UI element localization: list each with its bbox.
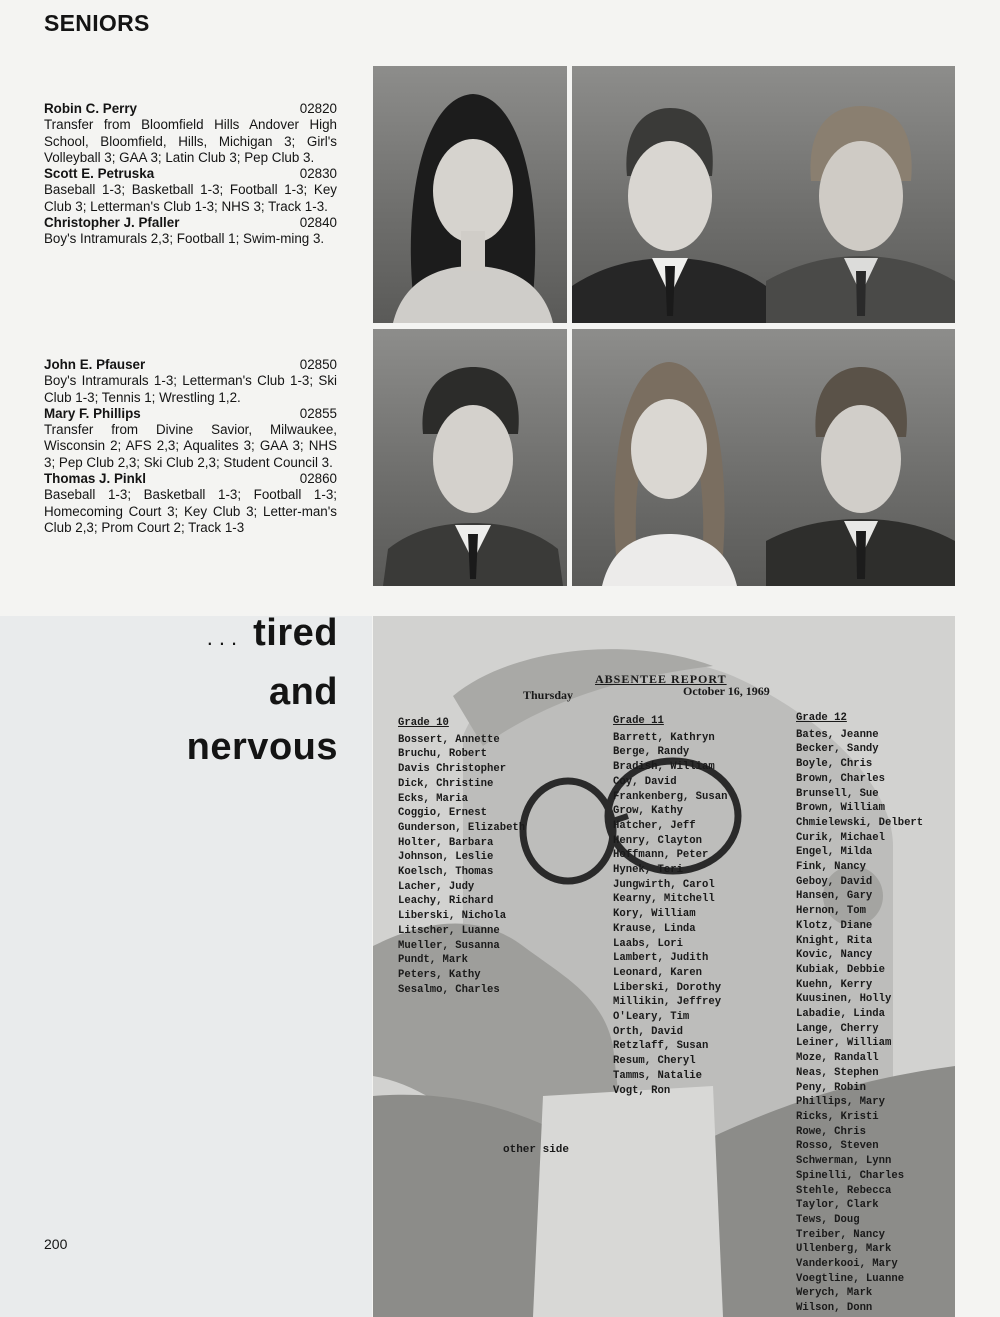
tagline bbox=[187, 606, 338, 775]
senior-bio bbox=[44, 166, 337, 215]
absentee-name: Lacher, Judy bbox=[398, 880, 475, 893]
absentee-name: Leachy, Richard bbox=[398, 895, 494, 908]
absentee-name: Tamms, Natalie bbox=[613, 1069, 703, 1082]
absentee-name: Henry, Clayton bbox=[613, 834, 703, 847]
absentee-name: Vogt, Ron bbox=[613, 1084, 671, 1097]
senior-activities: Baseball 1-3; Basketball 1-3; Football 1-3; Homecoming Court 3; Key Club 3; Letter-man's Club 2,3; Prom Court 2; Track 1-3 bbox=[44, 487, 337, 535]
absentee-name: Fink, Nancy bbox=[796, 861, 866, 874]
absentee-name: Engel, Milda bbox=[796, 846, 873, 859]
section-title: SENIORS bbox=[44, 10, 150, 36]
absentee-name: Liberski, Nichola bbox=[398, 910, 507, 923]
grade-12-heading: Grade 12 bbox=[796, 712, 847, 724]
senior-bio bbox=[44, 215, 337, 248]
feature-photo-absentee-report bbox=[373, 616, 955, 1317]
senior-activities: Transfer from Bloomfield Hills Andover High School, Bloomfield, Hills, Michigan 3; Girl's Volleyball 3; GAA 3; Latin Club 3; Pep Club 3. bbox=[44, 117, 337, 165]
senior-number: 02860 bbox=[299, 471, 337, 487]
senior-bios-bottom bbox=[44, 357, 337, 536]
absentee-name: Jungwirth, Carol bbox=[613, 878, 715, 891]
absentee-report-sheet bbox=[373, 616, 955, 1317]
grade-12-column bbox=[796, 711, 923, 1316]
portrait-photo-christopher-pfaller bbox=[766, 66, 955, 323]
grade-11-column bbox=[613, 714, 727, 1098]
absentee-name: Ecks, Maria bbox=[398, 792, 468, 805]
absentee-name: Leonard, Karen bbox=[613, 966, 703, 979]
senior-number: 02840 bbox=[299, 215, 337, 231]
absentee-name: Liberski, Dorothy bbox=[613, 981, 722, 994]
absentee-name: Kovic, Nancy bbox=[796, 949, 873, 962]
absentee-name: Knight, Rita bbox=[796, 934, 873, 947]
senior-number: 02855 bbox=[299, 405, 337, 421]
grade-10-heading: Grade 10 bbox=[398, 717, 449, 729]
senior-activities: Boy's Intramurals 1-3; Letterman's Club 1-3; Ski Club 1-3; Tennis 1; Wrestling 1,2. bbox=[44, 373, 337, 405]
absentee-name: Wilson, Donn bbox=[796, 1302, 873, 1315]
senior-name: Thomas J. Pinkl bbox=[44, 471, 146, 487]
absentee-name: Lange, Cherry bbox=[796, 1022, 879, 1035]
portrait-photo-john-pfauser bbox=[373, 329, 567, 586]
absentee-name: Hernon, Tom bbox=[796, 905, 866, 918]
senior-bio bbox=[44, 471, 337, 536]
absentee-name: Frankenberg, Susan bbox=[613, 790, 728, 803]
report-footer-note: other side bbox=[503, 1144, 570, 1156]
absentee-name: Lambert, Judith bbox=[613, 952, 709, 965]
senior-activities: Transfer from Divine Savior, Milwaukee, Wisconsin 2; AFS 2,3; Aqualites 3; GAA 3; NHS 3; Pep Club 2,3; Ski Club 2,3; Student Council 3. bbox=[44, 422, 337, 470]
absentee-name: Davis Christopher bbox=[398, 763, 507, 776]
absentee-name: Geboy, David bbox=[796, 875, 873, 888]
absentee-name: Stehle, Rebecca bbox=[796, 1184, 892, 1197]
absentee-name: Schwerman, Lynn bbox=[796, 1155, 892, 1168]
absentee-name: Litscher, Luanne bbox=[398, 924, 500, 937]
absentee-name: Coy, David bbox=[613, 775, 677, 788]
absentee-name: Koelsch, Thomas bbox=[398, 866, 494, 879]
absentee-name: Mueller, Susanna bbox=[398, 939, 500, 952]
absentee-name: Laabs, Lori bbox=[613, 937, 683, 950]
absentee-name: Hansen, Gary bbox=[796, 890, 873, 903]
tagline-line-3: nervous bbox=[186, 726, 338, 768]
absentee-name: Krause, Linda bbox=[613, 922, 696, 935]
absentee-name: Taylor, Clark bbox=[796, 1199, 879, 1212]
absentee-name: Peters, Kathy bbox=[398, 968, 481, 981]
senior-name: Christopher J. Pfaller bbox=[44, 215, 180, 231]
senior-name: Mary F. Phillips bbox=[44, 405, 141, 421]
senior-bio bbox=[44, 101, 337, 166]
absentee-name: Boyle, Chris bbox=[796, 758, 873, 771]
absentee-name: Kuehn, Kerry bbox=[796, 978, 873, 991]
page-number: 200 bbox=[44, 1236, 68, 1252]
absentee-name: Vanderkooi, Mary bbox=[796, 1258, 898, 1271]
absentee-name: Neas, Stephen bbox=[796, 1066, 879, 1079]
absentee-name: Kearny, Mitchell bbox=[613, 893, 715, 906]
absentee-name: Klotz, Diane bbox=[796, 919, 873, 932]
absentee-name: Gunderson, Elizabeth bbox=[398, 821, 526, 834]
tagline-line-1: ... tired bbox=[206, 612, 338, 654]
absentee-name: Sesalmo, Charles bbox=[398, 983, 500, 996]
absentee-name: Millikin, Jeffrey bbox=[613, 996, 722, 1009]
absentee-name: Kubiak, Debbie bbox=[796, 963, 886, 976]
absentee-name: Coggio, Ernest bbox=[398, 807, 488, 820]
absentee-name: Retzlaff, Susan bbox=[613, 1040, 709, 1053]
absentee-name: Bates, Jeanne bbox=[796, 728, 879, 741]
senior-name: John E. Pfauser bbox=[44, 357, 146, 372]
absentee-name: Orth, David bbox=[613, 1025, 683, 1038]
senior-number: 02850 bbox=[299, 357, 337, 372]
senior-activities: Baseball 1-3; Basketball 1-3; Football 1-3; Key Club 3; Letterman's Club 1-3; NHS 3; Track 1-3. bbox=[44, 182, 337, 214]
absentee-name: Barrett, Kathryn bbox=[613, 731, 715, 744]
absentee-name: Dick, Christine bbox=[398, 777, 494, 790]
absentee-name: Pundt, Mark bbox=[398, 954, 468, 967]
absentee-name: Becker, Sandy bbox=[796, 743, 879, 756]
absentee-name: Labadie, Linda bbox=[796, 1008, 886, 1021]
absentee-name: Holter, Barbara bbox=[398, 836, 494, 849]
portrait-photo-robin-perry bbox=[373, 66, 567, 323]
senior-number: 02820 bbox=[299, 101, 337, 116]
senior-number: 02830 bbox=[299, 166, 337, 182]
senior-activities: Boy's Intramurals 2,3; Football 1; Swim-ming 3. bbox=[44, 231, 325, 247]
absentee-name: Peny, Robin bbox=[796, 1081, 866, 1094]
absentee-name: Hynek, Teri bbox=[613, 864, 683, 877]
absentee-name: Bruchu, Robert bbox=[398, 748, 488, 761]
absentee-name: Ullenberg, Mark bbox=[796, 1243, 892, 1256]
report-day: Thursday bbox=[523, 688, 574, 702]
absentee-name: Curik, Michael bbox=[796, 831, 886, 844]
absentee-name: Ricks, Kristi bbox=[796, 1110, 879, 1123]
grade-10-column bbox=[398, 716, 525, 997]
absentee-name: Phillips, Mary bbox=[796, 1096, 886, 1109]
absentee-name: Resum, Cheryl bbox=[613, 1055, 696, 1068]
portrait-photo-thomas-pinkl bbox=[766, 329, 955, 586]
absentee-name: Hatcher, Jeff bbox=[613, 819, 696, 832]
absentee-name: Spinelli, Charles bbox=[796, 1169, 905, 1182]
senior-bio bbox=[44, 357, 337, 406]
absentee-name: Moze, Randall bbox=[796, 1052, 879, 1065]
senior-bio bbox=[44, 406, 337, 471]
report-date: October 16, 1969 bbox=[683, 684, 770, 698]
absentee-name: Hoffmann, Peter bbox=[613, 849, 709, 862]
absentee-name: Treiber, Nancy bbox=[796, 1228, 886, 1241]
portrait-photo-scott-petruska bbox=[572, 66, 766, 323]
report-title: ABSENTEE REPORT bbox=[595, 672, 727, 686]
absentee-name: Tews, Doug bbox=[796, 1213, 860, 1226]
tagline-line-2: and bbox=[268, 671, 338, 713]
absentee-name: O'Leary, Tim bbox=[613, 1011, 690, 1024]
senior-name: Robin C. Perry bbox=[44, 101, 138, 116]
absentee-name: Rosso, Steven bbox=[796, 1140, 879, 1153]
absentee-name: Brunsell, Sue bbox=[796, 787, 879, 800]
absentee-name: Chmielewski, Delbert bbox=[796, 816, 924, 829]
senior-name: Scott E. Petruska bbox=[44, 166, 155, 182]
absentee-name: Bradish, William bbox=[613, 761, 715, 774]
absentee-name: Rowe, Chris bbox=[796, 1125, 866, 1138]
absentee-name: Bossert, Annette bbox=[398, 733, 500, 746]
absentee-name: Voegtline, Luanne bbox=[796, 1272, 905, 1285]
absentee-name: Grow, Kathy bbox=[613, 805, 683, 818]
absentee-name: Brown, William bbox=[796, 802, 886, 815]
portrait-photo-mary-phillips bbox=[572, 329, 766, 586]
absentee-name: Kory, William bbox=[613, 908, 696, 921]
absentee-name: Leiner, William bbox=[796, 1037, 892, 1050]
absentee-name: Werych, Mark bbox=[796, 1287, 873, 1300]
absentee-name: Kuusinen, Holly bbox=[796, 993, 892, 1006]
absentee-name: Brown, Charles bbox=[796, 772, 886, 785]
absentee-name: Johnson, Leslie bbox=[398, 851, 494, 864]
absentee-name: Berge, Randy bbox=[613, 746, 690, 759]
grade-11-heading: Grade 11 bbox=[613, 715, 664, 727]
senior-bios-top bbox=[44, 101, 337, 248]
